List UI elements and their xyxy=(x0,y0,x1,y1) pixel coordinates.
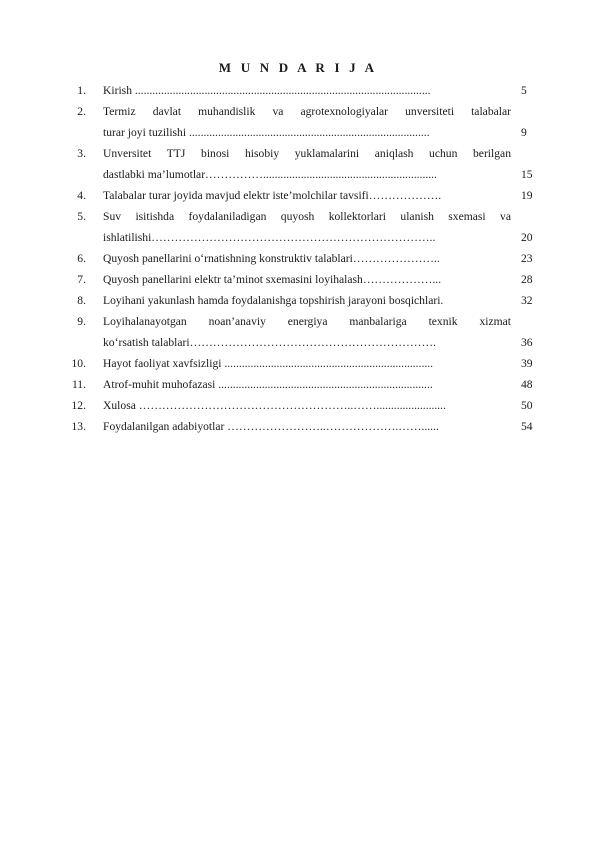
toc-entry-title xyxy=(103,269,511,290)
toc-entry-page-number: 50 xyxy=(521,399,533,412)
toc-entry-page-number: 23 xyxy=(521,252,533,265)
toc-entry-page-number: 19 xyxy=(521,189,533,202)
toc-entry-page-number: 36 xyxy=(521,336,533,349)
toc-entry[interactable] xyxy=(0,353,596,374)
toc-entry-number: 13. xyxy=(71,420,86,433)
toc-entry-title xyxy=(103,353,511,374)
toc-entry-page-number: 54 xyxy=(521,420,533,433)
toc-entry-title xyxy=(103,311,511,353)
toc-entry-title xyxy=(103,80,511,101)
toc-entry-page-number: 9 xyxy=(521,126,527,139)
toc-entry-number: 2. xyxy=(77,105,86,118)
toc-entry-title xyxy=(103,101,511,143)
toc-entry[interactable] xyxy=(0,143,596,185)
toc-entry-number: 7. xyxy=(77,273,86,286)
toc-entry-page-number: 20 xyxy=(521,231,533,244)
toc-entry-number: 11. xyxy=(71,378,86,391)
toc-entry-number: 9. xyxy=(77,315,86,328)
toc-entry-title-line: turar joyi tuzilishi ................................................................................... xyxy=(103,126,430,139)
toc-entry-title-line: dastlabki ma’lumotlar……………............................................................ xyxy=(103,168,437,181)
table-of-contents xyxy=(0,80,596,437)
toc-entry[interactable] xyxy=(0,269,596,290)
toc-entry-title-line: Hayot faoliyat xavfsizligi ........................................................................ xyxy=(103,357,434,370)
toc-entry-title xyxy=(103,395,511,416)
toc-entry-page-number: 48 xyxy=(521,378,533,391)
toc-entry-title-line: ko‘rsatish talablari………………………………………………………. xyxy=(103,336,436,349)
toc-entry-title-line: Quyosh panellarini o‘rnatishning konstruktiv talablari………………….. xyxy=(103,252,440,265)
toc-entry-title-line: Kirish ...................................................................................................... xyxy=(103,84,431,97)
toc-entry-page-number: 28 xyxy=(521,273,533,286)
toc-entry[interactable] xyxy=(0,416,596,437)
toc-entry-title-line: ishlatilishi……………………………………………………………….. xyxy=(103,231,436,244)
toc-entry-title xyxy=(103,185,511,206)
toc-entry[interactable] xyxy=(0,206,596,248)
toc-entry-title-line: Loyihalanayotgan noan’anaviy energiya manbalariga texnik xizmat xyxy=(103,315,511,328)
toc-entry[interactable] xyxy=(0,80,596,101)
toc-entry-page-number: 32 xyxy=(521,294,533,307)
toc-entry-title-line: Atrof-muhit muhofazasi .......................................................................... xyxy=(103,378,433,391)
toc-entry-title-line: Suv isitishda foydalaniladigan quyosh kollektorlari ulanish sxemasi va xyxy=(103,210,511,223)
toc-entry[interactable] xyxy=(0,374,596,395)
toc-entry-number: 5. xyxy=(77,210,86,223)
toc-entry-number: 10. xyxy=(71,357,86,370)
toc-entry-title-line: Quyosh panellarini elektr ta’minot sxemasini loyihalash………………... xyxy=(103,273,442,286)
toc-entry-title xyxy=(103,206,511,248)
toc-entry-title-line: Xulosa ………………………………………………..……........................ xyxy=(103,399,446,412)
toc-entry-title-line: Talabalar turar joyida mavjud elektr iste’molchilar tavsifi………………. xyxy=(103,189,442,202)
toc-entry-number: 1. xyxy=(77,84,86,97)
toc-entry-title xyxy=(103,143,511,185)
toc-entry-number: 6. xyxy=(77,252,86,265)
toc-entry-number: 4. xyxy=(77,189,86,202)
toc-entry[interactable] xyxy=(0,290,596,311)
toc-entry-title-line: Unversitet TTJ binosi hisobiy yuklamalarini aniqlash uchun berilgan xyxy=(103,147,511,160)
toc-entry-title-line: Loyihani yakunlash hamda foydalanishga topshirish jarayoni bosqichlari. xyxy=(103,294,444,307)
toc-entry-page-number: 39 xyxy=(521,357,533,370)
page-title: M U N D A R I J A xyxy=(218,60,378,75)
toc-entry-title xyxy=(103,374,511,395)
toc-entry-page-number: 15 xyxy=(521,168,533,181)
toc-entry-title xyxy=(103,416,511,437)
toc-entry-page-number: 5 xyxy=(521,84,527,97)
toc-entry-title-line: Foydalanilgan adabiyotlar ……………………..……………….……...... xyxy=(103,420,439,433)
toc-entry[interactable] xyxy=(0,248,596,269)
toc-entry[interactable] xyxy=(0,311,596,353)
toc-entry-number: 3. xyxy=(77,147,86,160)
toc-entry[interactable] xyxy=(0,395,596,416)
toc-entry-title-line: Termiz davlat muhandislik va agrotexnologiyalar unversiteti talabalar xyxy=(103,105,511,118)
toc-entry-number: 8. xyxy=(77,294,86,307)
toc-entry[interactable] xyxy=(0,185,596,206)
toc-entry-number: 12. xyxy=(71,399,86,412)
toc-entry-title xyxy=(103,290,511,311)
toc-entry-title xyxy=(103,248,511,269)
toc-entry[interactable] xyxy=(0,101,596,143)
